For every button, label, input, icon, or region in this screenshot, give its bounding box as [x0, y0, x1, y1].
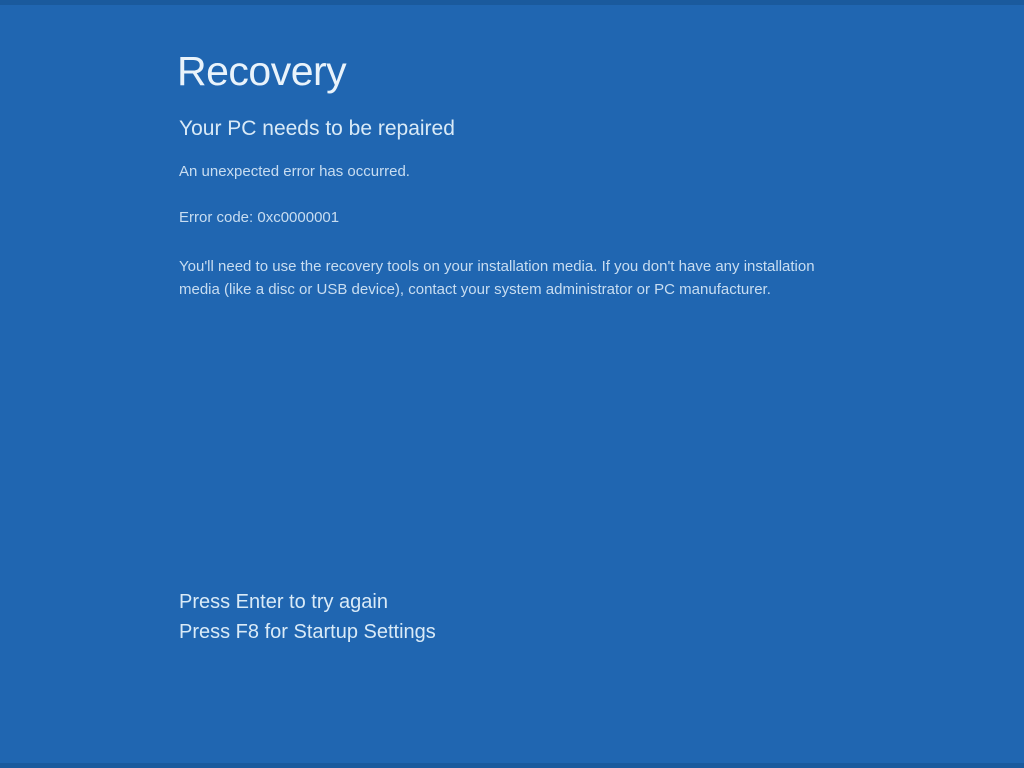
details-paragraph: [179, 255, 815, 301]
error-code: Error code: 0xc0000001: [179, 209, 340, 226]
error-message: An unexpected error has occurred.: [179, 163, 410, 180]
bottom-edge-strip: [0, 763, 1024, 768]
top-edge-strip: [0, 0, 1024, 5]
details-line-1: You'll need to use the recovery tools on your installation media. If you don't have any installation: [179, 258, 815, 275]
action-press-f8: Press F8 for Startup Settings: [179, 621, 436, 643]
action-press-enter: Press Enter to try again: [179, 591, 388, 613]
keyboard-actions: [179, 587, 436, 647]
page-title: Recovery: [177, 48, 347, 94]
repair-heading: Your PC needs to be repaired: [179, 117, 455, 140]
details-line-2: media (like a disc or USB device), contact your system administrator or PC manufacturer.: [179, 281, 771, 298]
